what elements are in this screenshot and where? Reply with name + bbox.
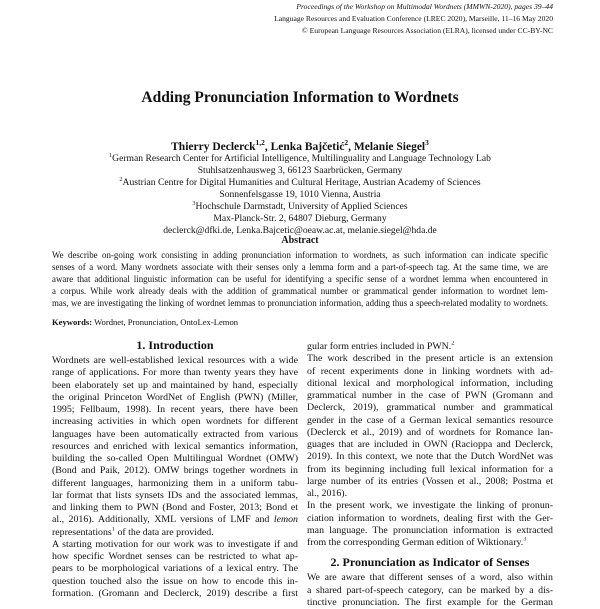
body-line: The work described in the present article is an extension [307, 353, 553, 365]
right-column [307, 341, 553, 609]
author-sup: 1,2 [255, 138, 265, 148]
body-line: guages that are included in OWN (Racioppa and Declerck, [307, 439, 553, 450]
body-line: languages have been automatically extracted from various [52, 428, 298, 440]
author: Lenka Bajčetić [270, 141, 345, 153]
body-line: gular form entries included in PWN.$^2$ [307, 341, 455, 352]
header-line: Proceedings of the Workshop on Multimodal Wordnets (MMWN-2020), pages 39–44 [296, 2, 553, 11]
body-line: 1995; Fellbaum, 1998). In recent years, there have been [52, 404, 298, 415]
abstract-line: senses of a word. Many wordnets associate with their senses only a lemma form and a part-of-speech tag. At the same time, we are [52, 261, 548, 272]
keywords-label: Keywords: [52, 317, 93, 327]
header-line: © European Language Resources Association (ELRA), licensed under CC-BY-NC [301, 26, 553, 35]
body-line: of recent experiments done in linking wordnets with ad- [307, 365, 553, 377]
footnote-marker[interactable]: 3 [523, 537, 527, 543]
body-line: Declerck, 2019), grammatical number and grammatical [307, 402, 553, 414]
body-line: range of applications. For more than twenty years they have [52, 367, 298, 379]
body-line: formation. (Gromann and Declerck, 2019) describe a first [52, 587, 298, 599]
body-line: large number of its entries (Vossen et al., 2008; Postma et [307, 475, 553, 487]
author: Melanie Siegel [353, 141, 426, 153]
proceedings-header [274, 1, 553, 37]
body-line: from its beginning including full lexical information for a [307, 463, 553, 475]
body-line: Wordnets are well-established lexical resources with a wide [52, 355, 298, 366]
email-line: declerck@dfki.de, Lenka.Bajcetic@oeaw.ac.at, melanie.siegel@hda.de [163, 225, 437, 236]
author: Thierry Declerck [171, 141, 256, 153]
author-sup: 3 [425, 138, 429, 148]
body-line: different languages, harmonizing them in a uniform tabu- [52, 477, 298, 489]
body-line: increasing activities in which open wordnets for different [52, 416, 298, 428]
body-line: (Bond and Paik, 2012). OMW brings together wordnets in [52, 465, 298, 477]
body-line: In the present work, we investigate the linking of pronun- [307, 500, 553, 512]
body-line: al., 2016). [307, 488, 348, 499]
body-line: representations$^1$ of the data are provided. [52, 526, 214, 538]
author-sup: 2 [344, 138, 349, 148]
affiliations [0, 153, 600, 237]
body-line: ditional lexical and morphological information, including [307, 377, 553, 389]
body-line: the original Princeton WordNet of English (PWN) (Miller, [52, 391, 298, 403]
body-line: (Declerck et al., 2019) and of wordnets for Romance lan- [307, 426, 553, 438]
keywords-value: Wordnet, Pronunciation, OntoLex-Lemon [94, 317, 239, 327]
body-line: man language. The pronunciation information is extracted [307, 524, 553, 536]
abstract-line: a corpus. While work already deals with the addition of grammatical number or grammatical gender information to wordnet lem- [52, 285, 548, 296]
body-line: gender in the case of a German lexical semantics resource [307, 414, 553, 426]
affiliation-line: Max-Planck-Str. 2, 64807 Dieburg, Germany [213, 213, 387, 224]
body-line: resources and enriched with lexical semantics information, [52, 440, 298, 452]
section-heading-introduction: 1. Introduction [136, 338, 214, 352]
left-column [52, 337, 298, 600]
footnote-marker[interactable]: 2 [451, 341, 455, 347]
body-line: and linking them to PWN (Bond and Foster, 2013; Bond et [52, 502, 298, 513]
affiliation-line: $^2$Austrian Centre for Digital Humanities and Cultural Heritage, Austrian Academy of Sciences [119, 175, 481, 188]
body-line: ciation information to wordnets, dealing first with the Ger- [307, 512, 553, 524]
body-line: from the corresponding German edition of Wiktionary.$^3$ [307, 537, 527, 548]
header-line: Language Resources and Evaluation Conference (LREC 2020), Marseille, 11–16 May 2020 [274, 14, 553, 23]
body-line: lar format that lists synsets IDs and the associated lemmas, [52, 489, 298, 501]
affiliation-line: $^1$German Research Center for Artificial Intelligence, Multilinguality and Language Technology Lab [109, 151, 491, 164]
body-line: al., 2016). Additionally, XML versions of LMF and lemon [52, 514, 298, 526]
body-line: tinctive pronunciation. The first example for the German [307, 596, 553, 608]
abstract-body [52, 250, 548, 310]
abstract-line: aware that additional linguistic information can be useful for identifying a specific sense of a wordnet lemma when encountered in [52, 273, 548, 284]
body-line: building the so-called Open Multilingual Wordnet (OMW) [52, 453, 298, 464]
affiliation-line: Sonnenfelsgasse 19, 1010 Vienna, Austria [219, 189, 381, 200]
section-heading-pronunciation: 2. Pronunciation as Indicator of Senses [330, 555, 530, 570]
author-list: Thierry Declerck$^{1,2}$, Lenka Bajčetić$^2$, Melanie Siegel$^3$ [171, 138, 429, 153]
footnote-marker[interactable]: 1 [111, 526, 115, 533]
body-line: been elaborately set up and maintained by hand, especially [52, 379, 298, 391]
keywords [52, 317, 238, 327]
body-line: pears to be morphological variations of a lexical entry. The [52, 563, 298, 575]
body-line: grammatical number in the case of PWN (Gromann and [307, 390, 553, 401]
body-line: A starting motivation for our work was to investigate if and [52, 538, 298, 550]
abstract-heading: Abstract [281, 235, 319, 246]
body-line: how specific Wordnet senses can be restricted to what ap- [52, 551, 298, 562]
body-line: question touched also the issue on how to encode this in- [52, 575, 298, 587]
affiliation-line: $^3$Hochschule Darmstadt, University of Applied Sciences [192, 199, 408, 212]
abstract-line: We describe on-going work consisting in adding pronunciation information to wordnets, as such information can indicate specific [52, 250, 548, 260]
paper-title: Adding Pronunciation Information to Wordnets [141, 89, 459, 106]
body-line: We are aware that different senses of a word, also within [307, 572, 553, 584]
body-line: a shared part-of-speech category, can be marked by a dis- [307, 584, 553, 596]
affiliation-line: Stuhlsatzenhausweg 3, 66123 Saarbrücken, Germany [197, 165, 403, 176]
body-line: 2019). In this context, we note that the Dutch WordNet was [307, 451, 553, 463]
abstract-line: mas, we are investigating the linking of wordnet lemmas to pronunciation information, adding thus a speech-related modality to wordnets. [52, 297, 548, 308]
